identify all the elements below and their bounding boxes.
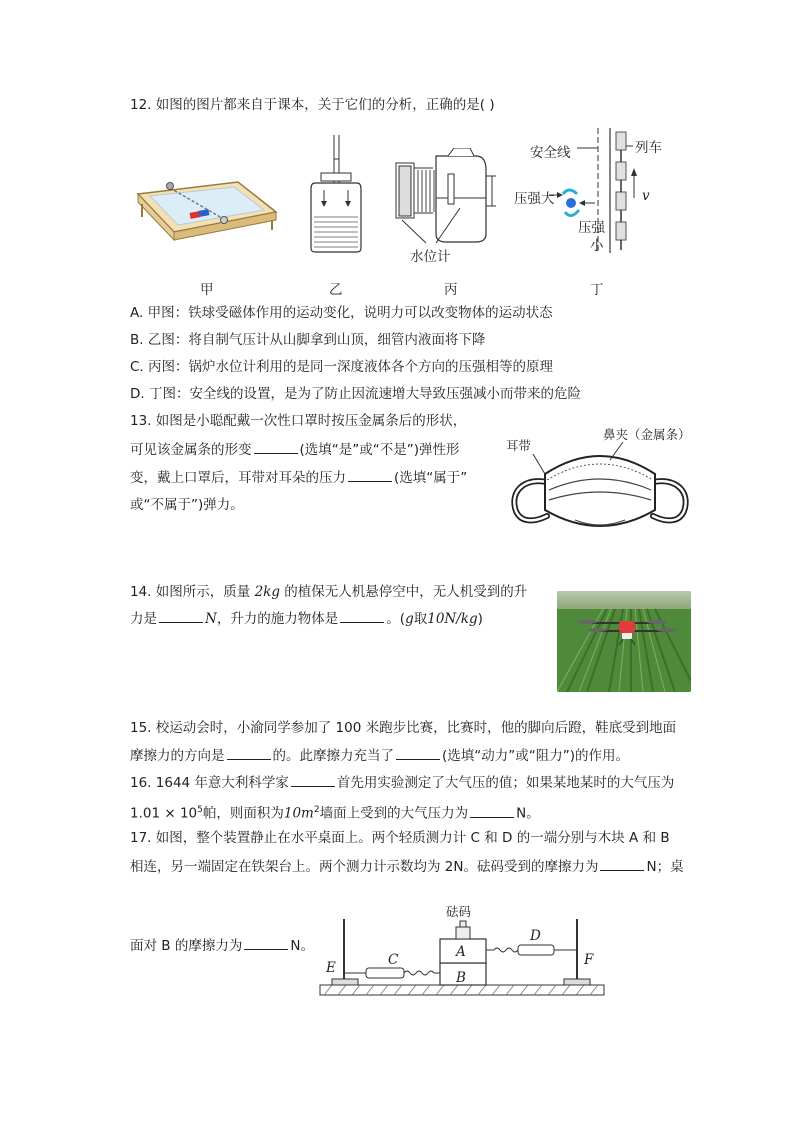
caption-yi: 乙 [329,282,343,298]
caption-jia: 甲 [200,282,214,298]
q13-line4: 或“不属于”)弹力。 [130,497,244,513]
label-low-pressure-1: 压强 [578,220,605,236]
label-block-b: B [456,970,466,986]
answer-blank[interactable] [600,856,644,871]
q14-line2: 力是 N，升力的施力物体是 。(g取10N/kg) [130,608,483,629]
answer-blank[interactable] [227,745,271,760]
drone-photo [557,591,691,692]
label-train: 列车 [635,140,662,156]
answer-blank[interactable] [244,935,288,950]
answer-blank[interactable] [254,439,298,454]
label-ear-strap: 耳带 [506,438,532,453]
q17-line1: 17. 如图，整个装置静止在水平桌面上。两个轻质测力计 C 和 D 的一端分别与木块 A 和 B [130,830,670,846]
option-d: D. 丁图：安全线的设置，是为了防止因流速增大导致压强减小而带来的危险 [130,386,581,402]
label-scale-d: D [530,928,541,944]
option-c: C. 丙图：锅炉水位计利用的是同一深度液体各个方向的压强相等的原理 [130,359,554,375]
q13-line1: 13. 如图是小聪配戴一次性口罩时按压金属条后的形状， [130,413,467,429]
option-b: B. 乙图：将自制气压计从山脚拿到山顶，细管内液面将下降 [130,332,486,348]
q12-stem: 12. 如图的图片都来自于课本，关于它们的分析，正确的是( ) [130,97,495,113]
q17-line2: 相连，另一端固定在铁架台上。两个测力计示数均为 2N。砝码受到的摩擦力为 N；桌 [130,856,684,877]
q17-line3: 面对 B 的摩擦力为 N。 [130,935,314,956]
figure-yi-barometer [305,135,365,255]
figure-bing-boiler [388,148,498,248]
label-block-a: A [456,944,466,960]
answer-blank[interactable] [291,772,335,787]
label-weight: 砝码 [446,904,472,919]
label-stand-e: E [326,960,336,976]
label-safety-line: 安全线 [530,145,571,161]
figure-mask [505,440,695,540]
option-a: A. 甲图：铁球受磁体作用的运动变化，说明力可以改变物体的运动状态 [130,305,553,321]
label-low-pressure-2: 小 [590,238,604,254]
q13-line3: 变，戴上口罩后，耳带对耳朵的压力 (选填“属于” [130,467,467,488]
label-water-gauge: 水位计 [410,249,451,265]
q16-line2: $1.01 \times 10^5$帕，则面积为$10m^2$墙面上受到的大气压力为 N。 [130,800,540,824]
caption-bing: 丙 [444,282,458,298]
figure-jia-tray [128,172,278,242]
answer-blank[interactable] [159,608,203,623]
label-stand-f: F [584,952,594,968]
answer-blank[interactable] [340,608,384,623]
caption-ding: 丁 [590,282,604,298]
answer-blank[interactable] [470,803,514,818]
q15-line2: 摩擦力的方向是 的。此摩擦力充当了 (选填“动力”或“阻力”)的作用。 [130,745,629,766]
q14-line1: 14. 如图所示，质量 2kg 的植保无人机悬停空中，无人机受到的升 [130,584,528,600]
label-scale-c: C [388,952,399,968]
q16-line1: 16. 1644 年意大利科学家 首先用实验测定了大气压的值；如果某地某时的大气压为 [130,772,674,793]
label-velocity: v [642,188,650,204]
answer-blank[interactable] [348,467,392,482]
label-nose-clip: 鼻夹（金属条） [603,427,691,442]
q15-line1: 15. 校运动会时，小渝同学参加了 100 米跑步比赛，比赛时，他的脚向后蹬，鞋底受到地面 [130,720,677,736]
q13-line2: 可见该金属条的形变 (选填“是”或“不是”)弹性形 [130,439,460,460]
answer-blank[interactable] [396,745,440,760]
label-high-pressure: 压强大 [514,191,555,207]
